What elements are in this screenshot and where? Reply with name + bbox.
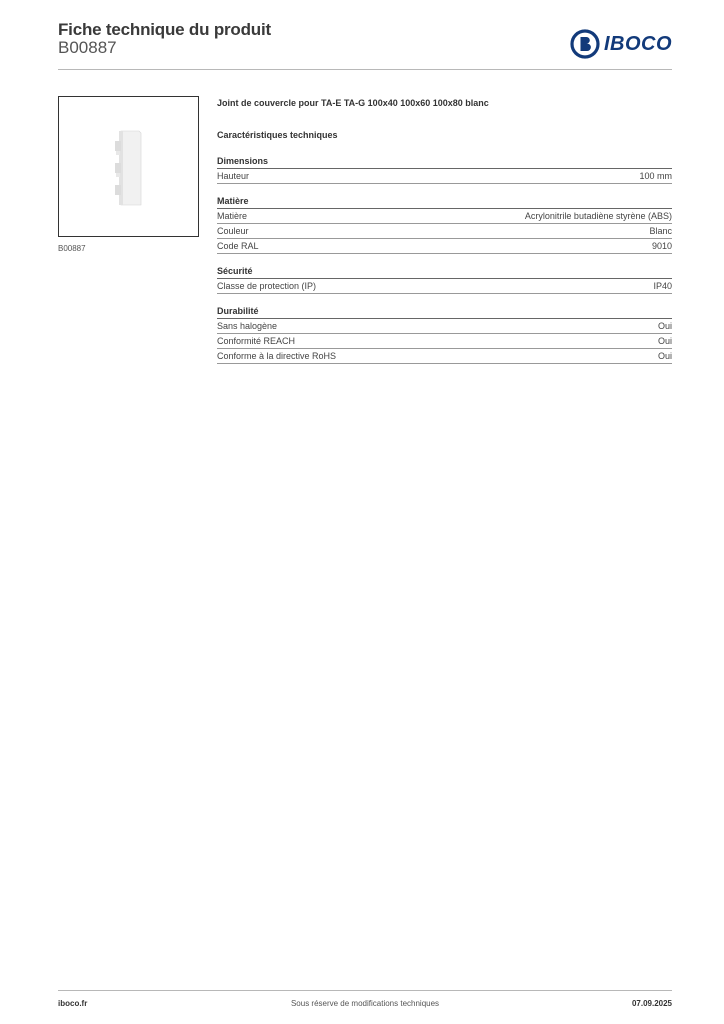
section-title: Sécurité (217, 264, 672, 279)
section-title: Dimensions (217, 154, 672, 169)
spec-label: Conformité REACH (217, 336, 296, 346)
spec-label: Sans halogène (217, 321, 278, 331)
logo-text: IBOCO (603, 32, 672, 55)
section-title: Durabilité (217, 304, 672, 319)
section-safety (217, 264, 672, 294)
footer-disclaimer: Sous réserve de modifications techniques (290, 999, 440, 1008)
spec-value: IP40 (653, 281, 672, 291)
spec-row (217, 209, 672, 224)
page-title: Fiche technique du produit (58, 20, 271, 39)
brand-logo (570, 28, 672, 60)
spec-value: Oui (657, 336, 672, 346)
product-title: Joint de couvercle pour TA-E TA-G 100x40 100x60 100x80 blanc (217, 98, 489, 108)
section-dimensions (217, 154, 672, 184)
spec-row (217, 224, 672, 239)
document-footer (58, 990, 672, 1011)
iboco-logo-icon (570, 29, 600, 59)
image-caption: B00887 (58, 244, 86, 253)
spec-row (217, 169, 672, 184)
spec-label: Conforme à la directive RoHS (217, 351, 337, 361)
spec-row (217, 279, 672, 294)
product-code: B00887 (58, 38, 117, 57)
product-details (217, 96, 672, 364)
spec-label: Hauteur (217, 171, 250, 181)
document-header (58, 20, 672, 70)
spec-value: Acrylonitrile butadiène styrène (ABS) (524, 211, 672, 221)
cover-joint-illustration (59, 97, 198, 236)
spec-value: 100 mm (639, 171, 672, 181)
section-material (217, 194, 672, 254)
spec-value: Oui (657, 351, 672, 361)
spec-label: Code RAL (217, 241, 259, 251)
footer-website-link[interactable]: iboco.fr (58, 999, 88, 1008)
specs-heading: Caractéristiques techniques (217, 130, 338, 140)
product-image (58, 96, 199, 237)
spec-label: Couleur (217, 226, 249, 236)
spec-label: Matière (217, 211, 248, 221)
spec-label: Classe de protection (IP) (217, 281, 317, 291)
spec-value: Blanc (649, 226, 672, 236)
footer-date: 07.09.2025 (631, 999, 672, 1008)
section-durability (217, 304, 672, 364)
spec-row (217, 334, 672, 349)
spec-row (217, 349, 672, 364)
spec-value: Oui (657, 321, 672, 331)
spec-value: 9010 (651, 241, 672, 251)
spec-row (217, 239, 672, 254)
section-title: Matière (217, 194, 672, 209)
spec-row (217, 319, 672, 334)
